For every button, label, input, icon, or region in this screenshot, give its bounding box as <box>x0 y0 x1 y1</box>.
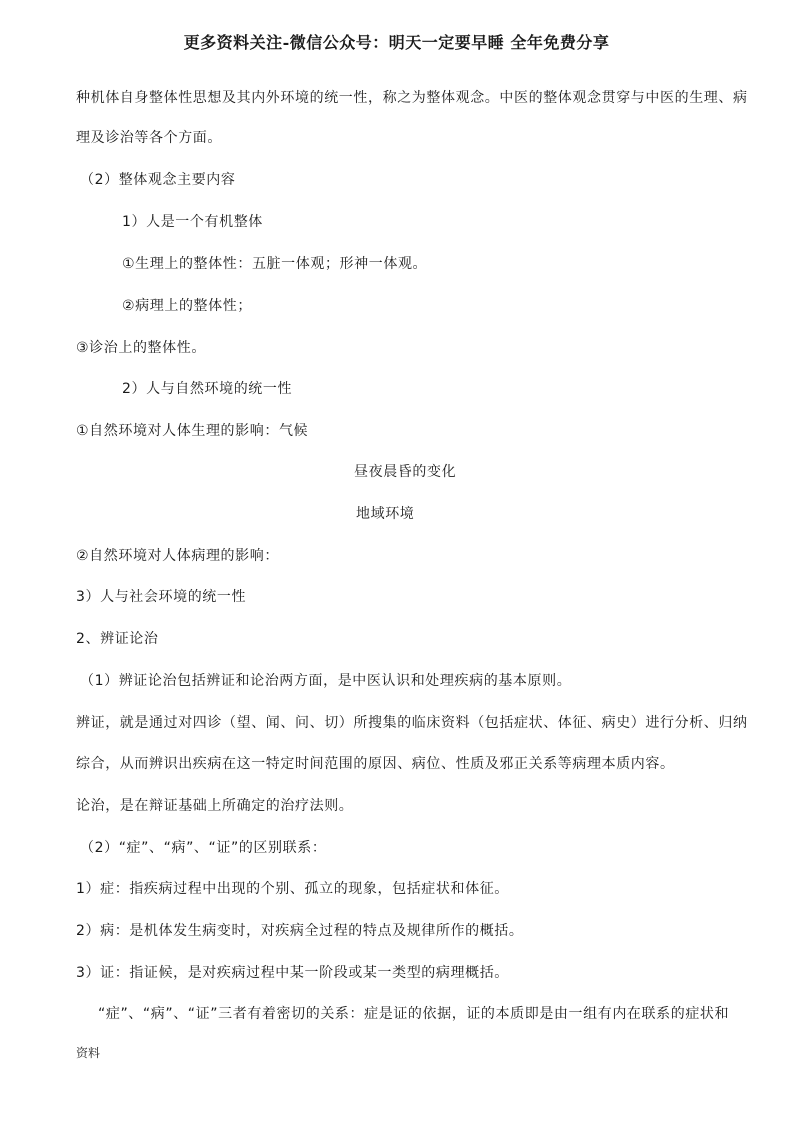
subsection-heading: 3）人与社会环境的统一性 <box>76 589 247 605</box>
paragraph-line: 综合，从而辨识出疾病在这一特定时间范围的原因、病位、性质及邪正关系等病理本质内容。 <box>76 756 675 772</box>
section-heading: （2）“症”、“病”、“证”的区别联系： <box>80 840 327 856</box>
paragraph-line: 辨证，就是通过对四诊（望、闻、问、切）所搜集的临床资料（包括症状、体征、病史）进行分析、归纳 <box>76 715 748 731</box>
paragraph-line: 论治，是在辩证基础上所确定的治疗法则。 <box>76 798 354 814</box>
paragraph-line: “症”、“病”、“证”三者有着密切的关系：症是证的依据，证的本质即是由一组有内在联系的症状和 <box>98 1006 730 1022</box>
list-item-continuation: 昼夜晨昏的变化 <box>354 464 457 480</box>
list-item: ①自然环境对人体生理的影响：气候 <box>76 423 309 439</box>
page-footer: 资料 <box>76 1046 101 1060</box>
page-header: 更多资料关注-微信公众号：明天一定要早睡 全年免费分享 <box>183 33 610 52</box>
list-item: ②病理上的整体性； <box>122 298 252 314</box>
paragraph-line: 种机体自身整体性思想及其内外环境的统一性，称之为整体观念。中医的整体观念贯穿与中医的生理、病 <box>76 90 748 106</box>
subsection-heading: 1）人是一个有机整体 <box>122 214 263 230</box>
paragraph-line: （1）辨证论治包括辨证和论治两方面，是中医认识和处理疾病的基本原则。 <box>80 673 572 689</box>
section-heading: 2、辨证论治 <box>76 631 159 647</box>
list-item: ③诊治上的整体性。 <box>76 340 206 356</box>
list-item: ②自然环境对人体病理的影响： <box>76 548 279 564</box>
subsection-heading: 2）人与自然环境的统一性 <box>122 381 293 397</box>
list-item-continuation: 地域环境 <box>356 506 415 522</box>
list-item: 3）证：指证候，是对疾病过程中某一阶段或某一类型的病理概括。 <box>76 965 509 981</box>
list-item: ①生理上的整体性：五脏一体观；形神一体观。 <box>122 256 428 272</box>
list-item: 2）病：是机体发生病变时，对疾病全过程的特点及规律所作的概括。 <box>76 923 524 939</box>
section-heading: （2）整体观念主要内容 <box>80 172 236 188</box>
list-item: 1）症：指疾病过程中出现的个别、孤立的现象，包括症状和体征。 <box>76 881 509 897</box>
paragraph-line: 理及诊治等各个方面。 <box>76 130 222 146</box>
